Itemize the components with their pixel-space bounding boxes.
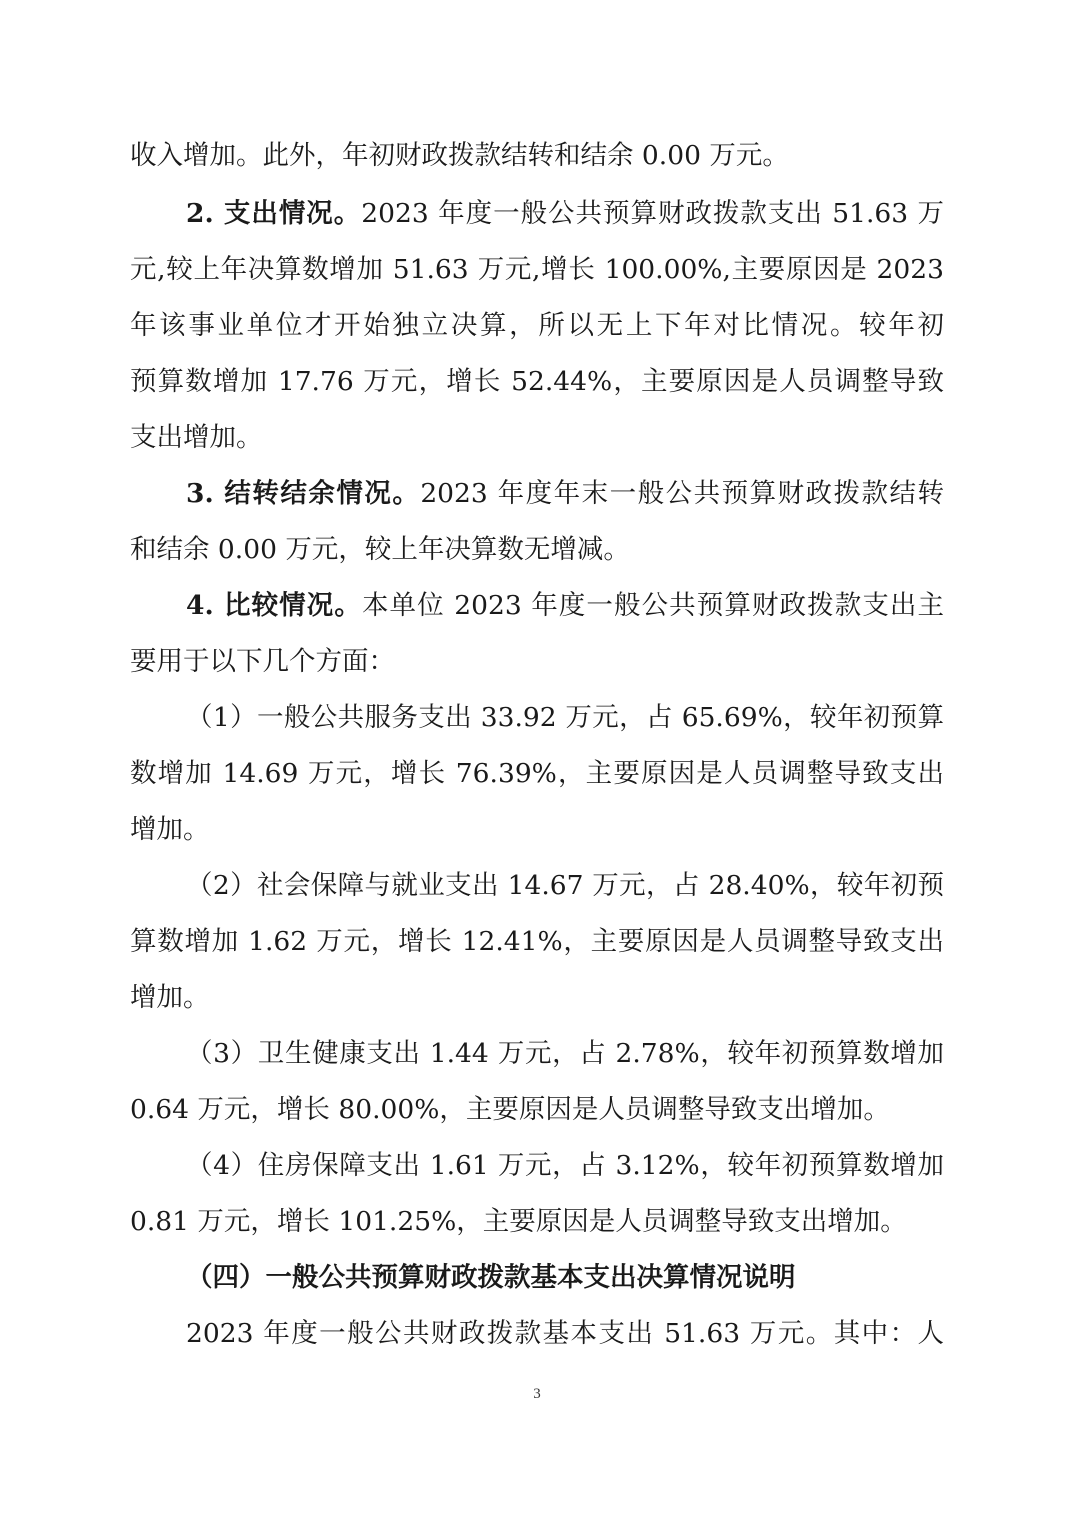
list-item: （3）卫生健康支出 1.44 万元，占 2.78%，较年初预算数增加 xyxy=(186,1038,944,1069)
section-title: （四）一般公共预算财政拨款基本支出决算情况说明 xyxy=(186,1262,796,1293)
text-line: 增加。 xyxy=(130,982,210,1013)
text-line: 0.81 万元，增长 101.25%，主要原因是人员调整导致支出增加。 xyxy=(130,1206,907,1237)
text-line: 年该事业单位才开始独立决算，所以无上下年对比情况。较年初 xyxy=(130,310,944,341)
text-line: 要用于以下几个方面： xyxy=(130,646,395,677)
section-heading: 3. 结转结余情况。 xyxy=(186,478,421,509)
text-line: 元,较上年决算数增加 51.63 万元,增长 100.00%,主要原因是 2023 xyxy=(130,254,944,285)
list-item: （2）社会保障与就业支出 14.67 万元，占 28.40%，较年初预 xyxy=(186,870,944,901)
section-heading: 2. 支出情况。 xyxy=(186,198,362,229)
text-line: 0.64 万元，增长 80.00%，主要原因是人员调整导致支出增加。 xyxy=(130,1094,890,1125)
paragraph-carryover: 3. 结转结余情况。2023 年度年末一般公共预算财政拨款结转 xyxy=(186,478,944,509)
text-line: 支出增加。 xyxy=(130,422,263,453)
list-item: （4）住房保障支出 1.61 万元，占 3.12%，较年初预算数增加 xyxy=(186,1150,944,1181)
text-line: 增加。 xyxy=(130,814,210,845)
text-line: 收入增加。此外，年初财政拨款结转和结余 0.00 万元。 xyxy=(130,140,789,171)
paragraph-expenditure: 2. 支出情况。2023 年度一般公共预算财政拨款支出 51.63 万 xyxy=(186,198,945,229)
section-heading: 4. 比较情况。 xyxy=(186,590,362,621)
paragraph-comparison: 4. 比较情况。本单位 2023 年度一般公共预算财政拨款支出主 xyxy=(186,590,944,621)
text-line: 和结余 0.00 万元，较上年决算数无增减。 xyxy=(130,534,630,565)
text-line: 预算数增加 17.76 万元，增长 52.44%，主要原因是人员调整导致 xyxy=(130,366,944,397)
text-line: 2023 年度一般公共财政拨款基本支出 51.63 万元。其中：人 xyxy=(186,1318,944,1349)
text-line: 算数增加 1.62 万元，增长 12.41%，主要原因是人员调整导致支出 xyxy=(130,926,944,957)
page-number: 3 xyxy=(533,1386,541,1402)
text-line: 数增加 14.69 万元，增长 76.39%，主要原因是人员调整导致支出 xyxy=(130,758,944,789)
list-item: （1）一般公共服务支出 33.92 万元，占 65.69%，较年初预算 xyxy=(186,702,944,733)
